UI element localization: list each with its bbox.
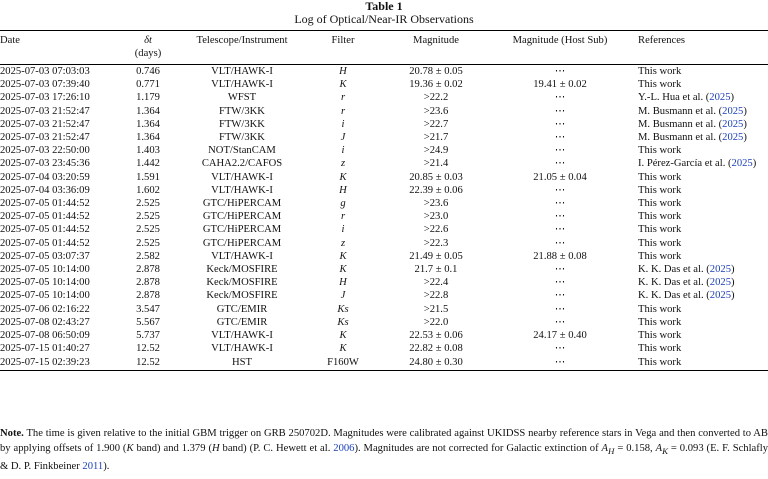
reference-year-link[interactable]: 2025 (709, 92, 731, 104)
table-row (0, 250, 768, 263)
cell-date: 2025-07-15 01:40:27 (0, 343, 90, 355)
cell-magnitude: >23.0 (423, 211, 449, 223)
table-row (0, 65, 768, 78)
cell-filter: H (339, 184, 347, 196)
cell-telescope: Keck/MOSFIRE (206, 277, 278, 289)
cell-date: 2025-07-05 01:44:52 (0, 224, 90, 236)
cell-reference (628, 184, 768, 197)
col-telescope: Telescope/Instrument (196, 35, 288, 46)
reference-text: This work (638, 343, 682, 355)
cell-reference (628, 223, 768, 236)
cell-filter: F160W (306, 355, 380, 371)
cell-filter: r (340, 211, 346, 223)
cell-dt: 2.878 (136, 277, 160, 289)
cell-date: 2025-07-05 03:07:37 (0, 250, 90, 262)
reference-text: K. K. Das et al. ( (638, 290, 710, 302)
cell-date: 2025-07-03 21:52:47 (0, 105, 90, 117)
cell-telescope: CAHA2.2/CAFOS (201, 158, 283, 170)
col-dt (118, 31, 178, 60)
cell-host-sub: ⋯ (554, 145, 566, 157)
cell-dt: 5.737 (136, 330, 160, 342)
cell-filter: r (340, 92, 346, 104)
cell-reference (628, 355, 768, 371)
reference-text: This work (638, 198, 682, 210)
reference-text: This work (638, 171, 682, 183)
table-row (0, 329, 768, 342)
table-row (0, 355, 768, 371)
cell-magnitude: >22.3 (423, 237, 449, 249)
cell-magnitude: >23.6 (423, 105, 449, 117)
reference-text: M. Busmann et al. ( (638, 132, 723, 144)
cell-reference (628, 237, 768, 250)
cell-dt: 3.547 (136, 303, 160, 315)
note-text: ). Magnitudes are not corrected for Galactic extinction of (354, 443, 602, 454)
cell-reference: K. K. Das et al. (2025) (638, 264, 735, 276)
cell-dt: 1.591 (136, 171, 160, 183)
cell-date: 2025-07-04 03:36:09 (0, 184, 90, 196)
cell-date: 2025-07-05 10:14:00 (0, 277, 90, 289)
table-row (0, 78, 768, 91)
cell-date: 2025-07-06 02:16:22 (0, 303, 90, 315)
cell-dt: 1.364 (136, 118, 160, 130)
cell-filter: J (340, 290, 346, 302)
cell-reference: Y.-L. Hua et al. (2025) (638, 92, 735, 104)
cell-telescope: VLT/HAWK-I (211, 171, 273, 183)
note-ah: A (601, 443, 609, 454)
table-row (0, 316, 768, 329)
cell-reference (628, 197, 768, 210)
cell-host-sub: ⋯ (554, 158, 566, 170)
cell-reference (628, 65, 768, 78)
cell-telescope: HST (178, 355, 306, 371)
table-caption (0, 0, 768, 26)
cell-filter: H (339, 66, 347, 77)
cell-date: 2025-07-03 23:45:36 (0, 158, 90, 170)
reference-year-link[interactable]: 2025 (709, 264, 731, 276)
cell-telescope: GTC/EMIR (216, 303, 268, 315)
reference-text: K. K. Das et al. ( (638, 277, 710, 289)
cell-magnitude: 22.39 ± 0.06 (409, 184, 463, 196)
reference-year-link[interactable]: 2025 (722, 132, 744, 144)
reference-text: This work (638, 237, 682, 249)
cell-telescope: GTC/EMIR (216, 316, 268, 328)
cell-filter: g (340, 198, 346, 210)
note-ref-link[interactable]: 2006 (333, 443, 355, 454)
cell-filter: J (340, 132, 346, 144)
note-text: ). (103, 461, 110, 473)
cell-telescope: GTC/HiPERCAM (202, 198, 282, 210)
cell-telescope: VLT/HAWK-I (211, 250, 273, 262)
reference-text: This work (638, 79, 682, 91)
table-row (0, 184, 768, 197)
table-note (0, 426, 768, 474)
cell-reference: M. Busmann et al. (2025) (638, 105, 747, 117)
cell-magnitude: >22.0 (423, 316, 449, 328)
col-dt-unit: (days) (134, 48, 162, 59)
cell-reference (628, 316, 768, 329)
table-row (0, 118, 768, 131)
cell-dt: 1.442 (136, 158, 160, 170)
cell-date: 2025-07-03 17:26:10 (0, 92, 90, 104)
cell-host-sub: ⋯ (554, 290, 566, 302)
reference-year-link[interactable]: 2025 (722, 118, 744, 130)
reference-year-link[interactable]: 2025 (722, 105, 744, 117)
reference-text: M. Busmann et al. ( (638, 118, 723, 130)
col-dt-symbol: δt (144, 35, 152, 46)
table-row (0, 303, 768, 316)
cell-date: 2025-07-03 07:39:40 (0, 79, 90, 91)
table-number: Table 1 (365, 0, 403, 13)
cell-reference (628, 210, 768, 223)
col-references: References (638, 35, 686, 46)
cell-telescope: FTW/3KK (219, 132, 265, 144)
reference-text: This work (638, 357, 682, 369)
cell-host-sub: ⋯ (554, 105, 566, 117)
reference-year-link[interactable]: 2025 (731, 158, 753, 170)
cell-host-sub: ⋯ (492, 355, 628, 371)
reference-year-link[interactable]: 2025 (709, 290, 731, 302)
cell-dt: 2.525 (136, 211, 160, 223)
cell-filter: K (339, 330, 347, 342)
col-magnitude: Magnitude (413, 35, 459, 46)
cell-dt: 12.52 (118, 355, 178, 371)
cell-magnitude: 20.85 ± 0.03 (409, 171, 463, 183)
cell-magnitude: >21.5 (423, 303, 449, 315)
cell-magnitude: >22.4 (423, 277, 449, 289)
reference-text: This work (638, 303, 682, 315)
cell-telescope: NOT/StanCAM (208, 145, 276, 157)
cell-dt: 2.525 (136, 224, 160, 236)
cell-date: 2025-07-05 10:14:00 (0, 290, 90, 302)
cell-reference: M. Busmann et al. (2025) (638, 132, 747, 144)
cell-host-sub: 24.17 ± 0.40 (533, 330, 587, 342)
cell-date: 2025-07-05 01:44:52 (0, 198, 90, 210)
cell-telescope: Keck/MOSFIRE (206, 264, 278, 276)
note-label: Note. (0, 428, 24, 439)
reference-text: Y.-L. Hua et al. ( (638, 92, 710, 104)
table-row (0, 223, 768, 236)
reference-text: This work (638, 184, 682, 196)
table-row (0, 131, 768, 144)
cell-date: 2025-07-05 10:14:00 (0, 264, 90, 276)
col-filter: Filter (331, 35, 355, 46)
cell-telescope: Keck/MOSFIRE (206, 290, 278, 302)
cell-dt: 2.878 (136, 264, 160, 276)
cell-filter: z (340, 237, 346, 249)
cell-date: 2025-07-03 22:50:00 (0, 145, 90, 157)
cell-magnitude: >22.7 (423, 118, 449, 130)
cell-host-sub: ⋯ (554, 237, 566, 249)
col-host-sub: Magnitude (Host Sub) (512, 35, 608, 46)
table-row (0, 210, 768, 223)
cell-dt: 2.525 (136, 198, 160, 210)
reference-text: This work (638, 66, 682, 77)
reference-year-link[interactable]: 2025 (709, 277, 731, 289)
cell-telescope: VLT/HAWK-I (211, 330, 273, 342)
cell-filter: K (339, 250, 347, 262)
cell-reference (628, 303, 768, 316)
cell-host-sub: ⋯ (554, 211, 566, 223)
cell-host-sub: 21.05 ± 0.04 (533, 171, 587, 183)
cell-telescope: FTW/3KK (219, 118, 265, 130)
cell-magnitude: 22.53 ± 0.06 (409, 330, 463, 342)
cell-host-sub: ⋯ (554, 118, 566, 130)
cell-dt: 2.878 (136, 290, 160, 302)
cell-filter: r (340, 105, 346, 117)
table-row (0, 342, 768, 355)
cell-telescope: VLT/HAWK-I (211, 343, 273, 355)
reference-text: This work (638, 250, 682, 262)
cell-dt: 1.403 (136, 145, 160, 157)
cell-telescope: GTC/HiPERCAM (202, 224, 282, 236)
cell-date: 2025-07-03 07:03:03 (0, 66, 90, 77)
cell-date: 2025-07-08 02:43:27 (0, 316, 90, 328)
cell-dt: 2.525 (136, 237, 160, 249)
cell-magnitude: >22.6 (423, 224, 449, 236)
cell-telescope: VLT/HAWK-I (211, 184, 273, 196)
cell-magnitude: 21.49 ± 0.05 (409, 250, 463, 262)
reference-text: I. Pérez-García et al. ( (638, 158, 732, 170)
cell-filter: i (341, 224, 345, 236)
observations-table (0, 30, 768, 371)
cell-filter: Ks (337, 316, 349, 328)
cell-filter: H (339, 277, 347, 289)
cell-host-sub: 19.41 ± 0.02 (533, 79, 587, 91)
cell-magnitude: >22.2 (423, 92, 449, 104)
cell-magnitude: 21.7 ± 0.1 (414, 264, 458, 276)
table-row (0, 171, 768, 184)
cell-date: 2025-07-05 01:44:52 (0, 211, 90, 223)
note-text: band) (P. C. Hewett et al. (219, 443, 334, 454)
reference-text: K. K. Das et al. ( (638, 264, 710, 276)
header-row (0, 31, 768, 60)
cell-filter: i (341, 118, 345, 130)
table-row (0, 289, 768, 302)
cell-date: 2025-07-08 06:50:09 (0, 330, 90, 342)
cell-host-sub: ⋯ (554, 316, 566, 328)
cell-magnitude: >21.7 (423, 132, 449, 144)
note-text: band) and 1.379 ( (133, 443, 212, 454)
cell-reference (628, 329, 768, 342)
reference-text: This work (638, 330, 682, 342)
cell-date: 2025-07-04 03:20:59 (0, 171, 90, 183)
reference-text: M. Busmann et al. ( (638, 105, 723, 117)
note-text: = 0.093 (E. F. Schlafly & D. P. Finkbeiner (0, 443, 768, 473)
cell-magnitude: 20.78 ± 0.05 (409, 66, 463, 77)
cell-host-sub: ⋯ (554, 184, 566, 196)
table-row (0, 91, 768, 104)
table-title: Log of Optical/Near-IR Observations (294, 12, 474, 26)
cell-telescope: VLT/HAWK-I (211, 79, 273, 91)
cell-filter: K (339, 171, 347, 183)
note-ah-sub: H (608, 446, 615, 457)
cell-host-sub: ⋯ (554, 277, 566, 289)
cell-dt: 5.567 (136, 316, 160, 328)
cell-magnitude: >23.6 (423, 198, 449, 210)
cell-dt: 2.582 (136, 250, 160, 262)
table-row (0, 197, 768, 210)
cell-date: 2025-07-03 21:52:47 (0, 132, 90, 144)
table-row (0, 276, 768, 289)
cell-filter: K (339, 79, 347, 91)
cell-magnitude: >22.8 (423, 290, 449, 302)
note-ref-link[interactable]: 2011 (82, 461, 104, 473)
cell-host-sub: ⋯ (554, 303, 566, 315)
cell-filter: Ks (337, 303, 349, 315)
cell-filter: z (340, 158, 346, 170)
cell-telescope: GTC/HiPERCAM (202, 211, 282, 223)
cell-host-sub: ⋯ (554, 92, 566, 104)
cell-host-sub: ⋯ (554, 198, 566, 210)
cell-magnitude: 24.80 ± 0.30 (380, 355, 492, 371)
cell-telescope: GTC/HiPERCAM (202, 237, 282, 249)
table-row (0, 144, 768, 157)
cell-dt: 1.364 (136, 105, 160, 117)
cell-reference: M. Busmann et al. (2025) (638, 118, 747, 130)
cell-reference: K. K. Das et al. (2025) (638, 277, 735, 289)
cell-host-sub: ⋯ (554, 264, 566, 276)
cell-dt: 0.746 (136, 66, 160, 77)
table-row (0, 263, 768, 276)
cell-reference (628, 250, 768, 263)
note-h-band: H (211, 443, 220, 454)
cell-telescope: VLT/HAWK-I (211, 66, 273, 77)
cell-magnitude: >24.9 (423, 145, 449, 157)
cell-reference (628, 144, 768, 157)
cell-filter: K (339, 343, 347, 355)
cell-magnitude: >21.4 (423, 158, 449, 170)
cell-dt: 1.364 (136, 132, 160, 144)
cell-host-sub: 21.88 ± 0.08 (533, 250, 587, 262)
reference-text: This work (638, 224, 682, 236)
cell-host-sub: ⋯ (554, 132, 566, 144)
col-date: Date (0, 35, 20, 46)
table-row (0, 105, 768, 118)
reference-text: This work (638, 145, 682, 157)
cell-filter: i (341, 145, 345, 157)
note-ak: A (655, 443, 663, 454)
note-text: = 0.158, (614, 443, 656, 454)
note-ak-sub: K (662, 446, 668, 457)
cell-dt: 0.771 (136, 79, 160, 91)
cell-reference (628, 342, 768, 355)
cell-reference (628, 171, 768, 184)
cell-filter: K (339, 264, 347, 276)
reference-text: This work (638, 316, 682, 328)
cell-dt: 1.602 (136, 184, 160, 196)
cell-host-sub: ⋯ (554, 343, 566, 355)
cell-host-sub: ⋯ (554, 224, 566, 236)
note-k-band: K (126, 443, 134, 454)
table-row (0, 157, 768, 170)
cell-reference: K. K. Das et al. (2025) (638, 290, 735, 302)
cell-dt: 12.52 (136, 343, 160, 355)
cell-reference (628, 78, 768, 91)
cell-magnitude: 22.82 ± 0.08 (409, 343, 463, 355)
cell-reference: I. Pérez-García et al. (2025) (638, 158, 757, 170)
cell-telescope: WFST (227, 92, 257, 104)
cell-date: 2025-07-05 01:44:52 (0, 237, 90, 249)
cell-host-sub: ⋯ (554, 66, 566, 77)
table-row (0, 237, 768, 250)
cell-date: 2025-07-03 21:52:47 (0, 118, 90, 130)
cell-telescope: FTW/3KK (219, 105, 265, 117)
note-text: The time is given relative to the initial GBM trigger on GRB 250702D. Magnitudes were calibrated against UKIDSS nearby reference stars in Vega and then converted to AB by applying offsets of 1.900 ( (0, 428, 768, 454)
reference-text: This work (638, 211, 682, 223)
cell-dt: 1.179 (136, 92, 160, 104)
cell-date: 2025-07-15 02:39:23 (0, 355, 118, 371)
cell-magnitude: 19.36 ± 0.02 (409, 79, 463, 91)
